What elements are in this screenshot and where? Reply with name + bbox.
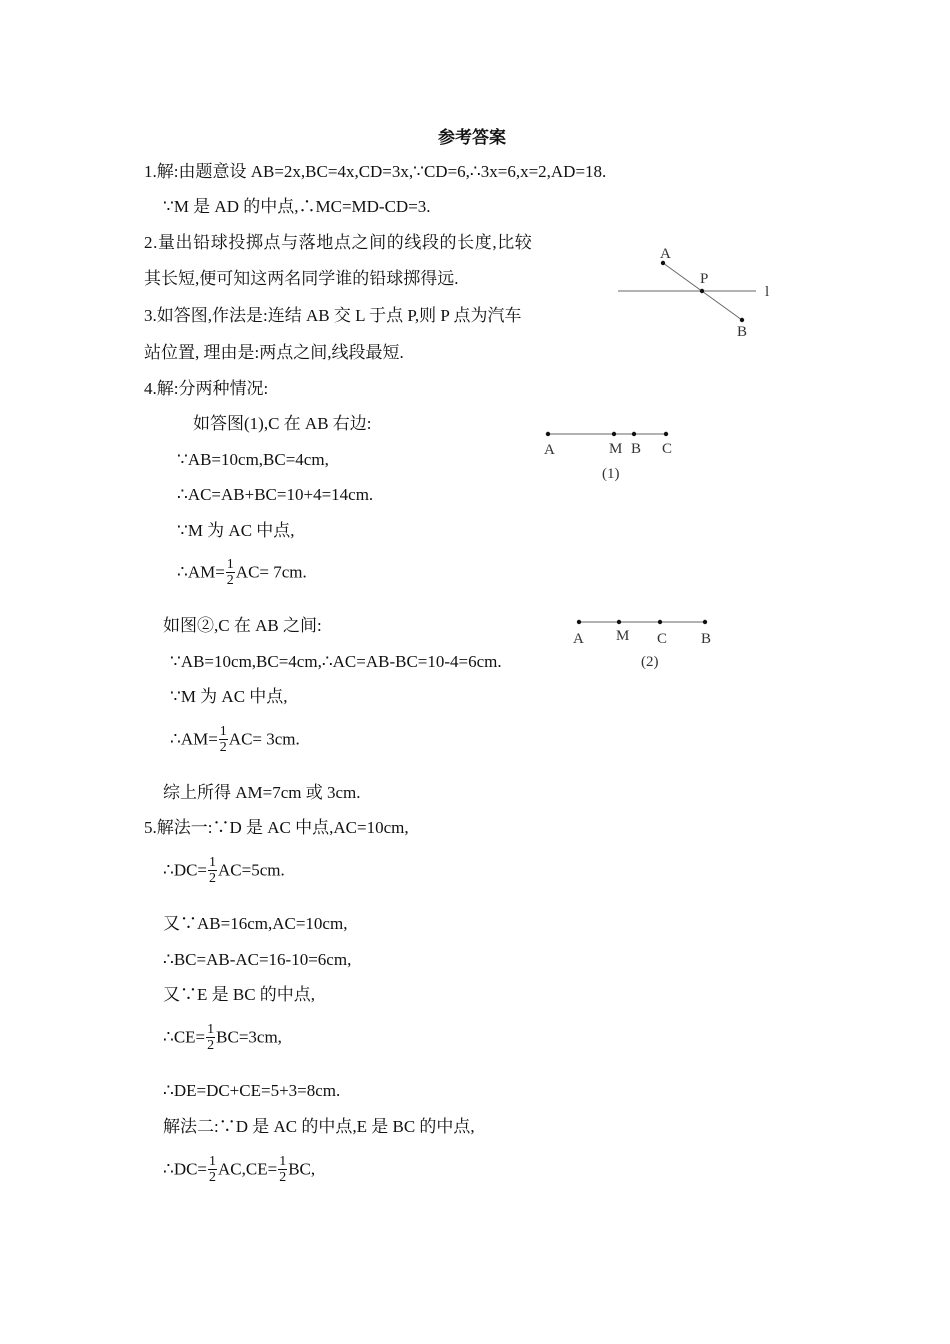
label-a: A <box>573 631 584 647</box>
answer-2-line-2: 其长短,便可知这两名同学谁的铅球掷得远. <box>144 269 459 288</box>
fraction-prefix: ∴CE= <box>163 1027 206 1047</box>
figure-caption: (2) <box>641 654 659 670</box>
point-c <box>664 432 668 436</box>
point-b <box>703 620 707 624</box>
answer-4-case2-intro: 如图②,C 在 AB 之间: <box>163 616 322 635</box>
label-b: B <box>701 631 712 647</box>
fraction-prefix: ∴AM= <box>170 729 218 749</box>
answer-4-case2-am <box>170 725 300 756</box>
answer-4-case1-am <box>177 558 307 589</box>
answer-4-heading: 4.解:分两种情况: <box>144 379 269 398</box>
label-a: A <box>660 246 671 262</box>
answer-4-case1-ac: ∴AC=AB+BC=10+4=14cm. <box>177 485 374 504</box>
answer-4-case2-given: ∵AB=10cm,BC=4cm,∴AC=AB-BC=10-4=6cm. <box>170 652 502 671</box>
point-a <box>546 432 550 436</box>
fraction-prefix: ∴DC= <box>163 1159 208 1179</box>
one-half-fraction: $\frac{1}{2}$ <box>209 855 217 886</box>
one-half-fraction: $\frac{1}{2}$ <box>209 1154 217 1185</box>
answer-5-ce <box>163 1023 282 1054</box>
one-half-fraction: $\frac{1}{2}$ <box>226 557 234 588</box>
page-title: 参考答案 <box>438 128 506 147</box>
bus-stop-figure <box>610 238 800 348</box>
point-m <box>612 432 616 436</box>
point-b <box>632 432 636 436</box>
answer-1-line-1: 1.解:由题意设 AB=2x,BC=4x,CD=3x,∵CD=6,∴3x=6,x=2,AD=18. <box>144 162 607 181</box>
label-l: l <box>765 284 770 300</box>
answer-4-case1-midpoint: ∵M 为 AC 中点, <box>177 521 295 540</box>
one-half-fraction: $\frac{1}{2}$ <box>279 1154 287 1185</box>
figure-1-segment <box>538 425 678 485</box>
figure-caption: (1) <box>602 466 620 482</box>
answer-3-line-1: 3.如答图,作法是:连结 AB 交 L 于点 P,则 P 点为汽车 <box>144 306 522 325</box>
answer-3-line-2: 站位置, 理由是:两点之间,线段最短. <box>144 343 404 362</box>
label-p: P <box>700 271 709 287</box>
answer-5-e-midpoint: 又∵E 是 BC 的中点, <box>163 985 316 1004</box>
point-c <box>658 620 662 624</box>
label-m: M <box>609 441 623 457</box>
point-a <box>577 620 581 624</box>
answer-4-case1-given: ∵AB=10cm,BC=4cm, <box>177 450 329 469</box>
label-c: C <box>662 441 673 457</box>
answer-5-method2: 解法二:∵D 是 AC 的中点,E 是 BC 的中点, <box>163 1117 475 1136</box>
fraction-suffix: BC, <box>288 1159 316 1179</box>
answer-5-method2-formula <box>163 1155 315 1186</box>
fraction-suffix: BC=3cm, <box>216 1027 282 1047</box>
answer-4-conclusion: 综上所得 AM=7cm 或 3cm. <box>163 783 361 802</box>
fraction-suffix: AC= 7cm. <box>235 562 307 582</box>
label-a: A <box>544 442 555 458</box>
one-half-fraction: $\frac{1}{2}$ <box>219 724 227 755</box>
fraction-prefix: ∴DC= <box>163 860 208 880</box>
label-b: B <box>631 441 642 457</box>
answer-4-case1-intro: 如答图(1),C 在 AB 右边: <box>193 414 372 433</box>
answer-2-line-1: 2.量出铅球投掷点与落地点之间的线段的长度,比较 <box>144 233 533 252</box>
answer-5-de: ∴DE=DC+CE=5+3=8cm. <box>163 1081 341 1100</box>
answer-5-given-ab: 又∵AB=16cm,AC=10cm, <box>163 914 348 933</box>
answer-4-case2-midpoint: ∵M 为 AC 中点, <box>170 687 288 706</box>
fraction-suffix: AC=5cm. <box>218 860 285 880</box>
label-m: M <box>616 628 630 644</box>
answer-1-line-2: ∵M 是 AD 的中点,∴MC=MD-CD=3. <box>163 197 431 216</box>
label-b: B <box>737 324 748 340</box>
answer-5-bc: ∴BC=AB-AC=16-10=6cm, <box>163 950 352 969</box>
fraction-prefix: ∴AM= <box>177 562 225 582</box>
fraction-suffix: AC= 3cm. <box>228 729 300 749</box>
fraction-middle: AC,CE= <box>218 1159 278 1179</box>
answer-5-method1: 5.解法一:∵D 是 AC 中点,AC=10cm, <box>144 818 409 837</box>
figure-2-segment <box>568 613 718 673</box>
point-p <box>700 289 704 293</box>
label-c: C <box>657 631 668 647</box>
point-m <box>617 620 621 624</box>
answer-5-dc <box>163 856 285 887</box>
one-half-fraction: $\frac{1}{2}$ <box>207 1022 215 1053</box>
point-b <box>740 318 744 322</box>
